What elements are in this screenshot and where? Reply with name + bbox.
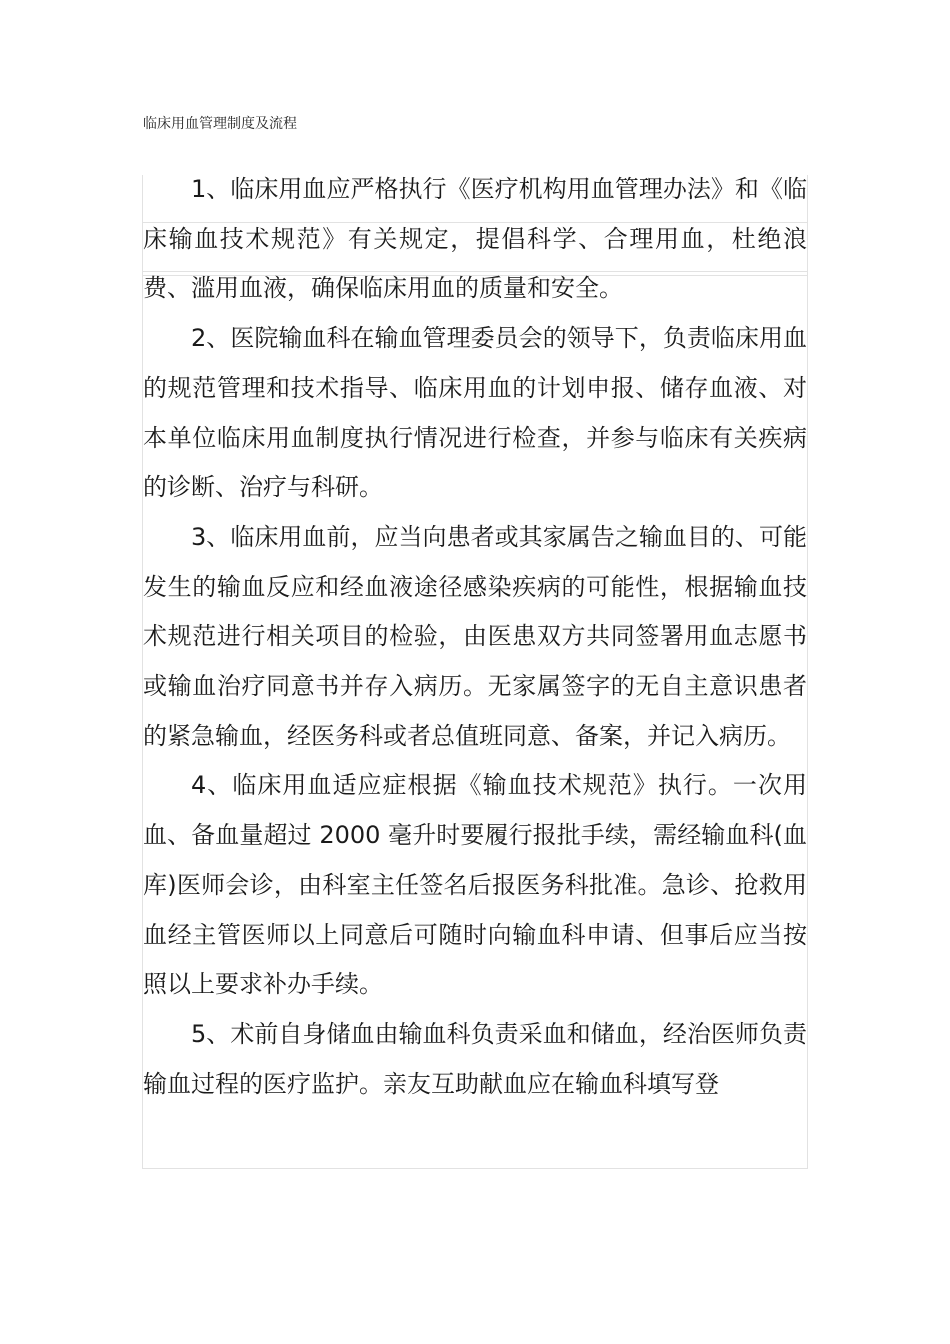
paragraph-5: 5、术前自身储血由输血科负责采血和储血，经治医师负责输血过程的医疗监护。亲友互助献血应在输血科填写登 (143, 1019, 807, 1098)
paragraph-3: 3、临床用血前，应当向患者或其家属告之输血目的、可能发生的输血反应和经血液途径感染疾病的可能性，根据输血技术规范进行相关项目的检验，由医患双方共同签署用血志愿书或输血治疗同意书并存入病历。无家属签字的无自主意识患者的紧急输血，经医务科或者总值班同意、备案，并记入病历。 (143, 522, 807, 750)
paragraph-4: 4、临床用血适应症根据《输血技术规范》执行。一次用血、备血量超过 2000 毫升时要履行报批手续，需经输血科(血库)医师会诊，由科室主任签名后报医务科批准。急诊、抢救用血经主管医师以上同意后可随时向输血科申请、但事后应当按照以上要求补办手续。 (143, 771, 807, 999)
paragraph-1: 1、临床用血应严格执行《医疗机构用血管理办法》和《临床输血技术规范》有关规定，提倡科学、合理用血，杜绝浪费、滥用血液，确保临床用血的质量和安全。 (143, 175, 807, 303)
document-title: 临床用血管理制度及流程 (143, 116, 297, 132)
paragraph-2: 2、医院输血科在输血管理委员会的领导下，负责临床用血的规范管理和技术指导、临床用血的计划申报、储存血液、对本单位临床用血制度执行情况进行检查，并参与临床有关疾病的诊断、治疗与科研。 (143, 324, 807, 502)
frame-bottom-border (142, 1168, 808, 1169)
frame-right-border (807, 175, 808, 1169)
document-body (143, 165, 807, 1109)
